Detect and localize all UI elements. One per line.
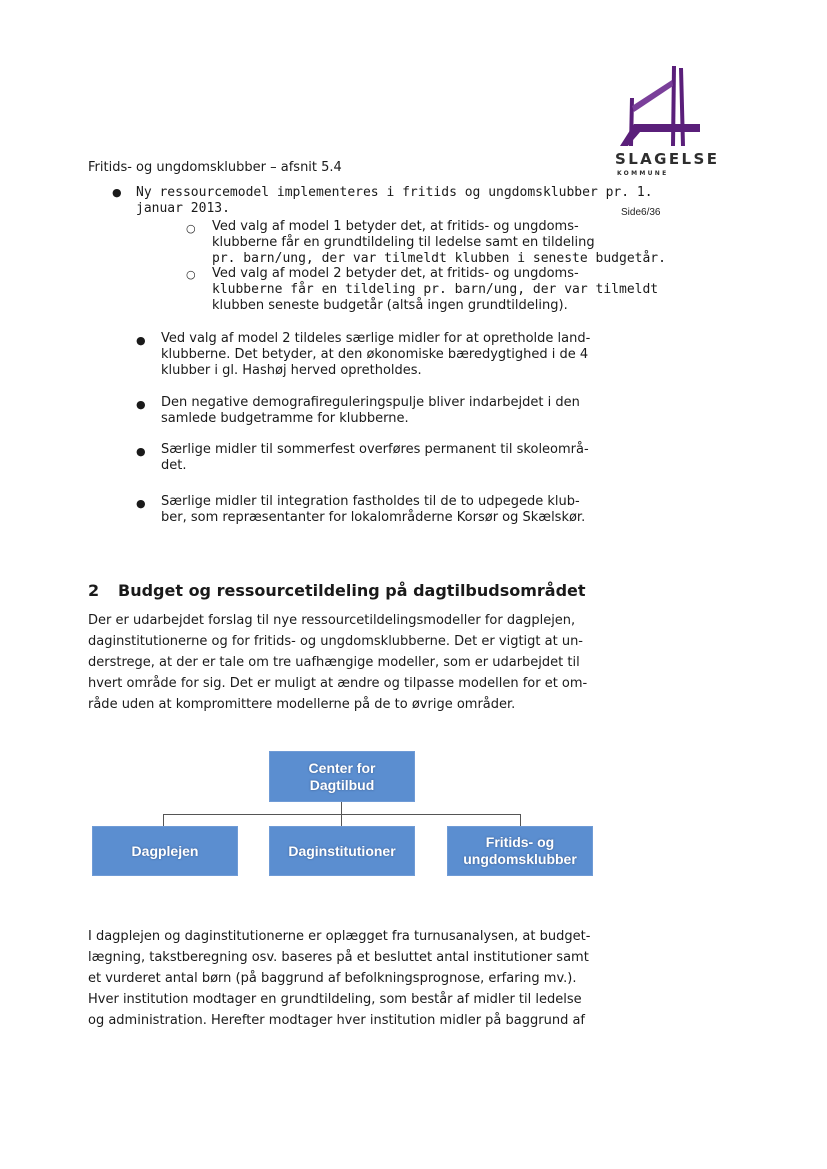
heading-text: Budget og ressourcetildeling på dagtilbudsområdet: [118, 581, 586, 600]
sub-bullet-1-line-2: klubberne får en grundtildeling til ledelse samt en tildeling: [212, 235, 595, 250]
org-box-daginstitutioner: Daginstitutioner: [269, 826, 415, 876]
connector-line: [520, 814, 521, 826]
sub-bullet-2-line-2: klubberne får en tildeling pr. barn/ung, der var tilmeldt: [212, 282, 659, 297]
sub-bullet-2-line-3: klubben seneste budgetår (altså ingen grundtildeling).: [212, 298, 568, 313]
paragraph-2-line-3: et vurderet antal børn (på baggrund af befolkningsprognose, erfaring mv.).: [88, 971, 577, 986]
logo-name: SLAGELSE: [615, 150, 720, 168]
bullet-icon: ●: [136, 398, 146, 411]
paragraph-1-line-1: Der er udarbejdet forslag til nye ressourcetildelingsmodeller for dagplejen,: [88, 613, 576, 628]
bullet-3-line-1: Særlige midler til sommerfest overføres permanent til skoleområ-: [161, 442, 589, 457]
bullet-2-line-2: samlede budgetramme for klubberne.: [161, 411, 409, 426]
org-box-fritids-og-ungdomsklubber: Fritids- og ungdomsklubber: [447, 826, 593, 876]
bullet-1-line-2: klubberne. Det betyder, at den økonomiske bæredygtighed i de 4: [161, 347, 589, 362]
bullet-3-line-2: det.: [161, 458, 187, 473]
paragraph-2-line-2: lægning, takstberegning osv. baseres på et besluttet antal institutioner samt: [88, 950, 589, 965]
paragraph-1-line-4: hvert område for sig. Det er muligt at ændre og tilpasse modellen for et om-: [88, 676, 588, 691]
paragraph-2-line-1: I dagplejen og daginstitutionerne er oplægget fra turnusanalysen, at budget-: [88, 929, 591, 944]
bullet-first-line-1: Ny ressourcemodel implementeres i fritids og ungdomsklubber pr. 1.: [136, 185, 653, 200]
bullet-icon: ●: [136, 334, 146, 347]
org-box-dagplejen: Dagplejen: [92, 826, 238, 876]
paragraph-1-line-3: derstrege, at der er tale om tre uafhængige modeller, som er udarbejdet til: [88, 655, 580, 670]
bullet-2-line-1: Den negative demografireguleringspulje bliver indarbejdet i den: [161, 395, 580, 410]
org-box-center-for-dagtilbud: Center for Dagtilbud: [269, 751, 415, 802]
org-chart: [88, 748, 608, 882]
heading-number: 2: [88, 581, 100, 600]
paragraph-1-line-5: råde uden at kompromittere modellerne på de to øvrige områder.: [88, 697, 516, 712]
circle-bullet-icon: ○: [186, 268, 196, 281]
circle-bullet-icon: ○: [186, 222, 196, 235]
page-number: Side6/36: [621, 207, 661, 218]
bullet-icon: ●: [136, 445, 146, 458]
sub-bullet-2-line-1: Ved valg af model 2 betyder det, at fritids- og ungdoms-: [212, 266, 579, 281]
sub-bullet-1-line-1: Ved valg af model 1 betyder det, at fritids- og ungdoms-: [212, 219, 579, 234]
slagelse-kommune-logo: [612, 66, 720, 186]
connector-line: [341, 800, 342, 814]
sub-bullet-1-line-3: pr. barn/ung, der var tilmeldt klubben i seneste budgetår.: [212, 251, 666, 266]
section-heading: [88, 581, 586, 600]
bullet-1-line-1: Ved valg af model 2 tildeles særlige midler for at opretholde land-: [161, 331, 591, 346]
bullet-4-line-1: Særlige midler til integration fastholdes til de to udpegede klub-: [161, 494, 580, 509]
bullet-1-line-3: klubber i gl. Hashøj herved opretholdes.: [161, 363, 422, 378]
bullet-icon: ●: [136, 497, 146, 510]
connector-line: [341, 814, 342, 826]
bullet-first-line-2: januar 2013.: [136, 201, 230, 216]
section-title: Fritids- og ungdomsklubber – afsnit 5.4: [88, 160, 342, 175]
bullet-icon: ●: [112, 186, 122, 199]
bridge-logo-icon: [620, 66, 700, 146]
logo-subtitle: KOMMUNE: [617, 170, 669, 177]
bullet-4-line-2: ber, som repræsentanter for lokalområderne Korsør og Skælskør.: [161, 510, 586, 525]
paragraph-1-line-2: daginstitutionerne og for fritids- og ungdomsklubberne. Det er vigtigt at un-: [88, 634, 583, 649]
paragraph-2-line-4: Hver institution modtager en grundtildeling, som består af midler til ledelse: [88, 992, 582, 1007]
paragraph-2-line-5: og administration. Herefter modtager hver institution midler på baggrund af: [88, 1013, 585, 1028]
connector-line: [163, 814, 164, 826]
